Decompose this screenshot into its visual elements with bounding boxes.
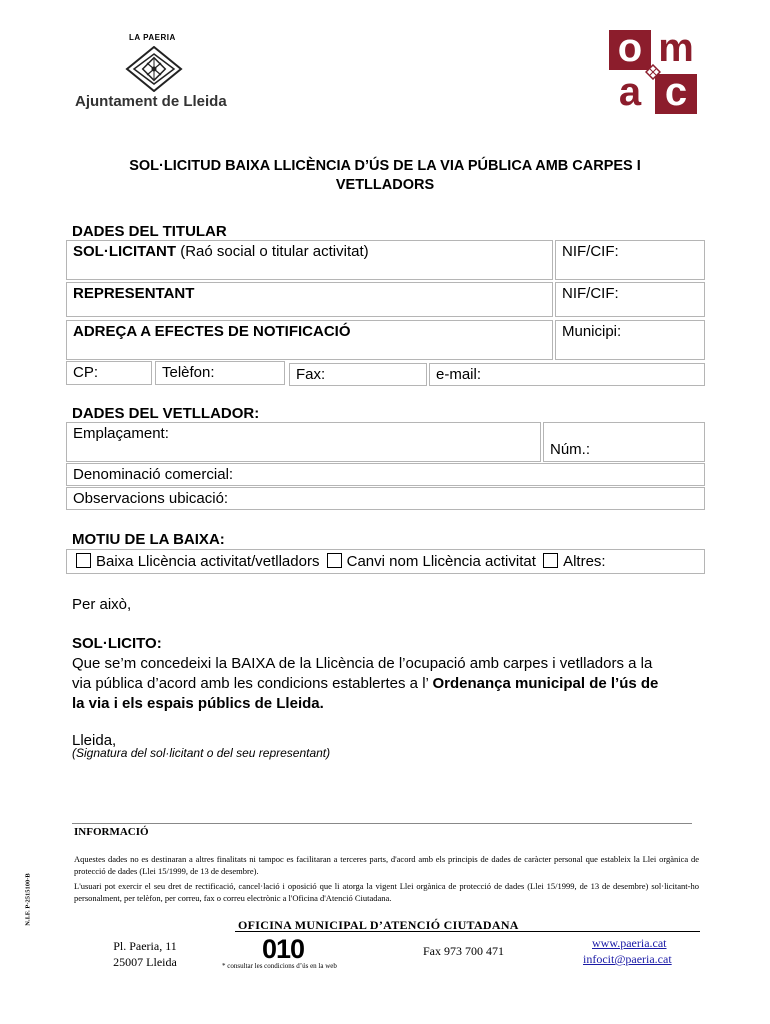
ordenanca-ref-1: Ordenança municipal de l’ús de	[432, 675, 659, 692]
cp-label: CP:	[73, 364, 99, 381]
motiu-heading: MOTIU DE LA BAIXA:	[72, 531, 225, 548]
title-line-1: SOL·LICITUD BAIXA LLICÈNCIA D’ÚS DE LA VIA PÚBLICA AMB CARPES I	[129, 158, 641, 174]
emplacament-field[interactable]	[66, 422, 541, 462]
omac-letter-c: c	[655, 74, 697, 114]
telefon-label: Telèfon:	[162, 364, 215, 381]
emplacament-label: Emplaçament:	[73, 425, 169, 442]
email-link[interactable]: infocit@paeria.cat	[583, 952, 672, 966]
address-line-2: 25007 Lleida	[113, 955, 177, 969]
info-paragraph-1: Aquestes dades no es destinaran a altres finalitats ni tampoc es facilitaran a terceres parts, d'acord amb els principis de dades de caràcter personal que estableix la Llei orgànica de protecció de dades (Llei 15/1999, de 13 de desembre).	[74, 854, 699, 876]
fax-field[interactable]	[289, 363, 427, 386]
solicito-heading: SOL·LICITO:	[72, 635, 162, 652]
denominacio-field[interactable]	[66, 463, 705, 486]
nif-side-code: N.I.F. P-2515100-B	[24, 873, 32, 926]
document-title	[60, 157, 710, 195]
office-rule	[235, 931, 700, 932]
adreca-field[interactable]	[66, 320, 553, 360]
email-label: e-mail:	[436, 366, 482, 383]
omac-letter-m: m	[655, 30, 697, 70]
fax-label: Fax:	[296, 366, 326, 383]
web-link[interactable]: www.paeria.cat	[592, 936, 667, 950]
adreca-label: ADREÇA A EFECTES DE NOTIFICACIÓ	[73, 323, 351, 340]
institution-name: Ajuntament de Lleida	[75, 93, 227, 110]
nif-field-1[interactable]	[555, 240, 705, 280]
representant-field[interactable]	[66, 282, 553, 317]
office-title: OFICINA MUNICIPAL D’ATENCIÓ CIUTADANA	[238, 918, 519, 932]
place-text: Lleida,	[72, 732, 117, 749]
solicitant-note: (Raó social o titular activitat)	[180, 243, 369, 260]
email-field[interactable]	[429, 363, 705, 386]
option-baixa-label: Baixa Llicència activitat/vetlladors	[96, 553, 320, 570]
motiu-options-row	[66, 549, 705, 574]
info-paragraph-2: L'usuari pot exercir el seu dret de rectificació, cancel·lació i oposició que li atorga la vigent Llei orgànica de protecció de dades (Llei 15/1999, de 13 de desembre) sol·licitant-ho personalment, per telèfon, per correu, fax o correu electrònic a l'Oficina d'Atenció Ciutadana.	[74, 881, 699, 903]
option-altres-label: Altres:	[563, 553, 606, 570]
logo-010-note: * consultar les condicions d’ús en la web	[222, 962, 337, 970]
logo-010: 010	[262, 934, 305, 964]
municipi-field[interactable]	[555, 320, 705, 360]
solicitant-field[interactable]	[66, 240, 553, 280]
num-field[interactable]	[543, 422, 705, 462]
request-line-1: Que se’m concedeixi la BAIXA de la Llicència de l’ocupació amb carpes i vetlladors a la	[72, 655, 653, 672]
titular-heading: DADES DEL TITULAR	[72, 223, 227, 240]
checkbox-altres[interactable]	[543, 553, 558, 568]
municipi-label: Municipi:	[562, 323, 622, 340]
telefon-field[interactable]	[155, 361, 285, 385]
observacions-field[interactable]	[66, 487, 705, 510]
num-label: Núm.:	[550, 441, 591, 458]
nif-side-code-wrap	[22, 852, 34, 962]
cp-field[interactable]	[66, 361, 152, 385]
vetllador-heading: DADES DEL VETLLADOR:	[72, 405, 260, 422]
checkbox-baixa[interactable]	[76, 553, 91, 568]
solicitant-label: SOL·LICITANT	[73, 243, 177, 260]
info-title: INFORMACIÓ	[74, 826, 149, 838]
nif-label-2: NIF/CIF:	[562, 285, 619, 302]
checkbox-canvi[interactable]	[327, 553, 342, 568]
request-paragraph	[72, 654, 712, 714]
paeria-crest-icon	[125, 46, 183, 92]
title-line-2: VETLLADORS	[335, 177, 435, 193]
denominacio-label: Denominació comercial:	[73, 466, 234, 483]
info-divider	[72, 823, 692, 824]
office-fax: Fax 973 700 471	[423, 944, 504, 958]
omac-letter-o: o	[609, 30, 651, 70]
ordenanca-ref-2: la via i els espais públics de Lleida.	[72, 695, 324, 712]
address-line-1: Pl. Paeria, 11	[113, 939, 177, 953]
omac-logo	[609, 26, 697, 114]
institution-top-label: LA PAERIA	[129, 33, 176, 42]
representant-label: REPRESENTANT	[73, 285, 195, 302]
nif-label-1: NIF/CIF:	[562, 243, 619, 260]
motiu-option-baixa[interactable]	[73, 553, 319, 570]
signature-note: (Signatura del sol·licitant o del seu representant)	[72, 746, 331, 760]
option-canvi-label: Canvi nom Llicència activitat	[346, 553, 536, 570]
per-aixo-text: Per això,	[72, 596, 132, 613]
motiu-option-canvi[interactable]	[324, 553, 536, 570]
observacions-label: Observacions ubicació:	[73, 490, 229, 507]
nif-field-2[interactable]	[555, 282, 705, 317]
request-line-2: via pública d’acord amb les condicions establertes a l’	[72, 675, 429, 692]
omac-crest-icon	[645, 64, 661, 80]
office-address	[100, 938, 190, 970]
motiu-option-altres[interactable]	[540, 553, 606, 570]
omac-letter-a: a	[609, 74, 651, 114]
